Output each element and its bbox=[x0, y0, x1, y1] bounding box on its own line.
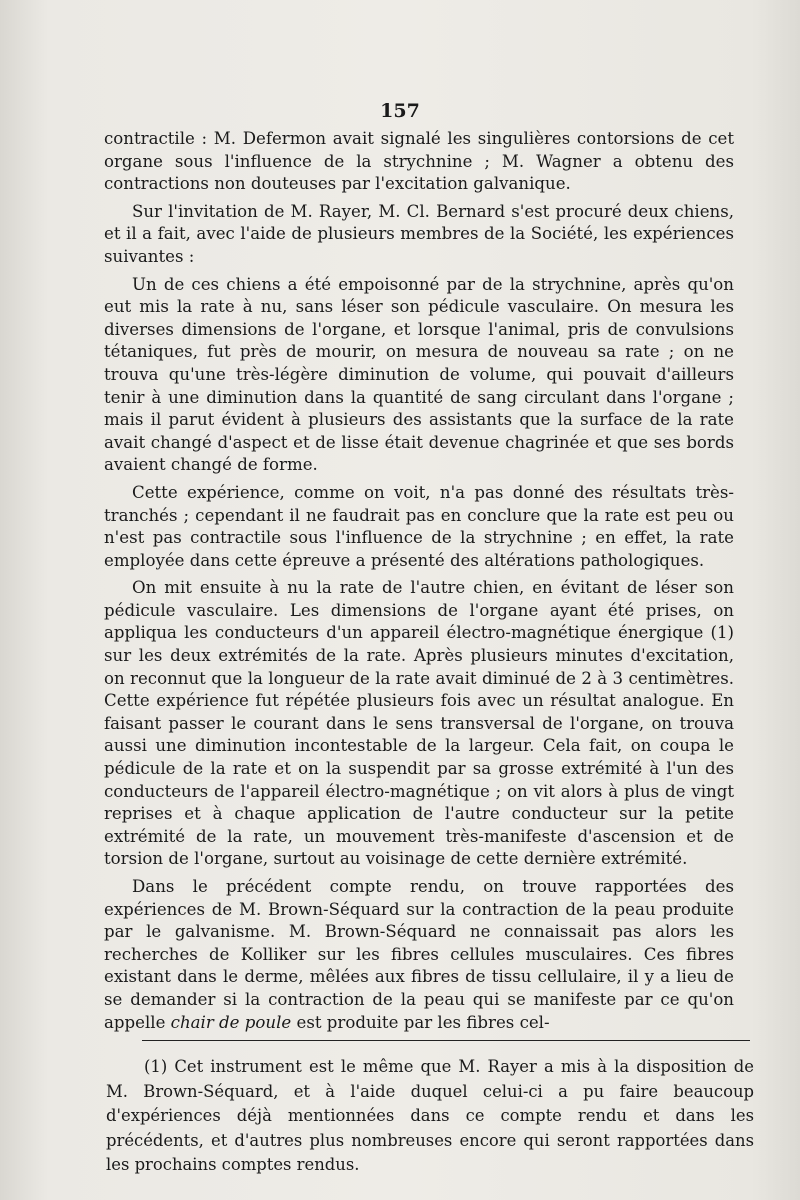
emphasized-phrase: chair de poule bbox=[170, 1012, 292, 1032]
paragraph bbox=[104, 876, 734, 1034]
paragraph: Sur l'invitation de M. Rayer, M. Cl. Bernard s'est procuré deux chiens, et il a fait, avec l'aide de plusieurs membres de la Société, les expériences suivantes : bbox=[104, 201, 734, 266]
footnote-text: (1) Cet instrument est le même que M. Rayer a mis à la disposition de M. Brown-Séquard, et à l'aide duquel celui-ci a pu faire beaucoup d'expériences déjà mentionnées dans ce compte rendu et dans les précédents, et d'autres plus nombreuses encore qui seront rapportées dans les prochains comptes rendus. bbox=[106, 1057, 754, 1174]
footnote bbox=[106, 1055, 754, 1178]
paragraph: Cette expérience, comme on voit, n'a pas donné des résultats très-tranchés ; cependant il ne faudrait pas en conclure que la rate est peu ou n'est pas contractile sous l'influence de la strychnine ; en effet, la rate employée dans cette épreuve a présenté des altérations pathologiques. bbox=[104, 482, 734, 570]
paragraph-text: est produite par les fibres cel- bbox=[291, 1012, 550, 1032]
main-text bbox=[104, 128, 734, 1039]
paragraph: On mit ensuite à nu la rate de l'autre chien, en évitant de léser son pédicule vasculaire. Les dimensions de l'organe ayant été prises, on appliqua les conducteurs d'un appareil électro-magnétique énergique (1) sur les deux extrémités de la rate. Après plusieurs minutes d'excitation, on reconnut que la longueur de la rate avait diminué de 2 à 3 centimètres. Cette expérience fut répétée plusieurs fois avec un résultat analogue. En faisant passer le courant dans le sens transversal de l'organe, on trouva aussi une diminution incontestable de la largeur. Cela fait, on coupa le pédicule de la rate et on la suspendit par sa grosse extrémité à l'un des conducteurs de l'appareil électro-magnétique ; on vit alors à plus de vingt reprises et à chaque application de l'autre conducteur sur la petite extrémité de la rate, un mouvement très-manifeste d'ascension et de torsion de l'organe, surtout au voisinage de cette dernière extrémité. bbox=[104, 578, 734, 869]
paragraph: Un de ces chiens a été empoisonné par de la strychnine, après qu'on eut mis la rate à nu, sans léser son pédicule vasculaire. On mesura les diverses dimensions de l'organe, et lorsque l'animal, pris de convulsions tétaniques, fut près de mourir, on mesura de nouveau sa rate ; on ne trouva qu'une très-légère diminution de volume, qui pouvait d'ailleurs tenir à une diminution dans la quantité de sang circulant dans l'organe ; mais il parut évident à plusieurs des assistants que la surface de la rate avait changé d'aspect et de lisse était devenue chagrinée et que ses bords avaient changé de forme. bbox=[104, 274, 734, 475]
footnote-divider bbox=[142, 1040, 750, 1041]
paragraph: contractile : M. Defermon avait signalé les singulières contorsions de cet organe sous l'influence de la strychnine ; M. Wagner a obtenu des contractions non douteuses par l'excitation galvanique. bbox=[104, 129, 734, 194]
paragraph-text: Dans le précédent compte rendu, on trouve rapportées des expériences de M. Brown-Séquard sur la contraction de la peau produite par le galvanisme. M. Brown-Séquard ne connaissait pas alors les recherches de Kolliker sur les fibres cellules musculaires. Ces fibres existant dans le derme, mêlées aux fibres de tissu cellulaire, il y a lieu de se demander si la contraction de la peau qui se manifeste par ce qu'on appelle bbox=[104, 877, 734, 1032]
page-number: 157 bbox=[380, 100, 420, 122]
